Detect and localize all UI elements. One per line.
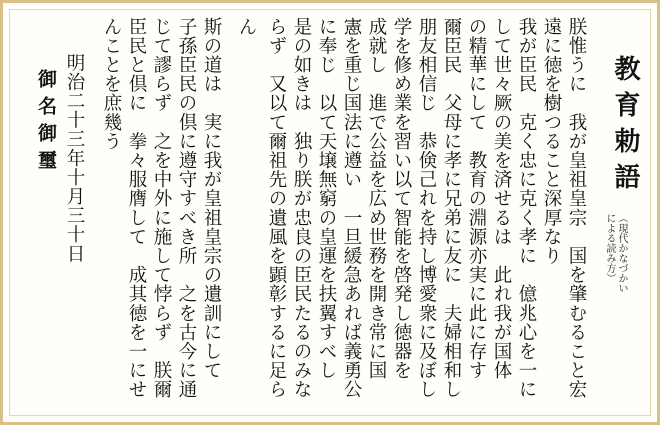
text-line: じて謬らず 之を中外に施して悖らず 朕爾: [151, 17, 172, 399]
signature-line: 御名御璽: [35, 69, 57, 177]
text-line: 学を修め業を習い以て智能を啓発し徳器を: [391, 17, 412, 380]
text-line: して世々厥の美を済せるは 此れ我が国体: [491, 17, 512, 380]
reading-note-line-2: による読み方）: [604, 213, 615, 283]
text-line: 是の如きは 独り朕が忠良の臣民たるのみな: [291, 17, 312, 399]
text-line: 遠に徳を樹つること深厚なり: [541, 17, 562, 266]
text-line: 朋友相信じ 恭倹己れを持し博愛衆に及ぼし: [416, 17, 437, 399]
text-line: 我が臣民 克く忠に克く孝に 億兆心を一に: [516, 17, 537, 399]
text-line: 子孫臣民の倶に遵守すべき所 之を古今に通: [176, 17, 197, 399]
document-title: 教育勅語: [610, 55, 640, 199]
text-line: んことを庶幾う: [101, 17, 122, 151]
text-line: の精華にして 教育の淵源亦実に此に存す: [466, 17, 487, 380]
text-line: 成就し 進で公益を広め世務を開き常に国: [366, 17, 387, 380]
date-line: 明治二十三年十月三十日: [64, 53, 85, 264]
reading-note-line-1: （現代かなづかい: [616, 213, 627, 293]
text-line: 爾臣民 父母に孝に兄弟に友に 夫婦相和し: [441, 17, 462, 399]
text-line: 臣民と倶に 拳々服膺して 成其徳を一にせ: [126, 17, 147, 399]
text-line: 斯の道は 実に我が皇祖皇宗の遺訓にして: [201, 17, 222, 380]
text-line: ん: [236, 17, 257, 37]
text-line: 朕惟うに 我が皇祖皇宗 国を肇むること宏: [566, 17, 587, 399]
text-line: 憲を重じ国法に遵い 一旦緩急あれば義勇公: [341, 17, 362, 399]
text-line: に奉じ 以て天壌無窮の皇運を扶翼すべし: [316, 17, 337, 380]
text-line: らず 又以て爾祖先の遺風を顕彰するに足ら: [266, 17, 287, 399]
